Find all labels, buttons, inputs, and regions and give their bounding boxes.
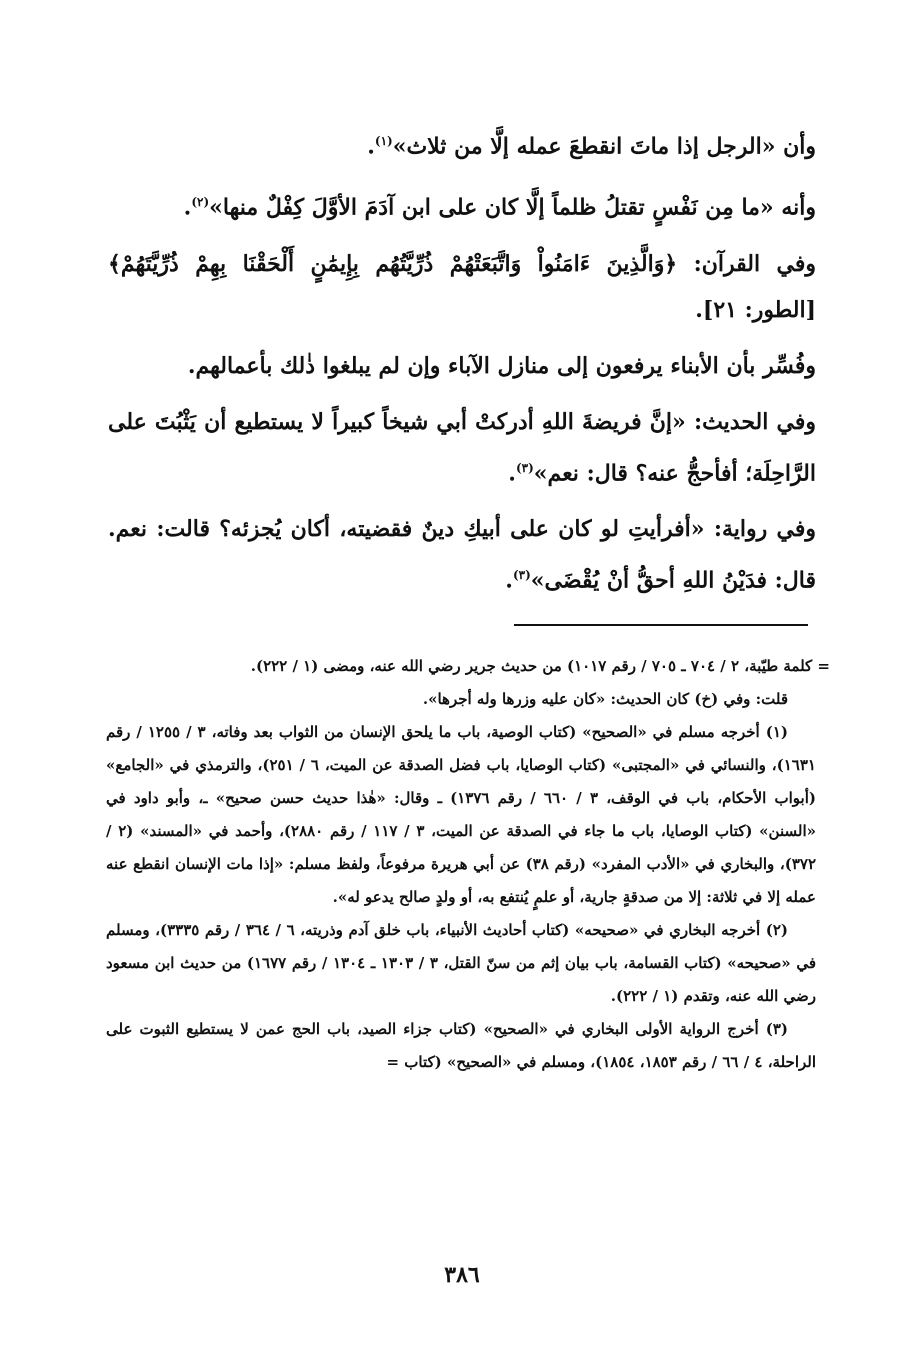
paragraph: وفُسِّر بأن الأبناء يرفعون إلى منازل الآباء وإن لم يبلغوا ذٰلك بأعمالهم. — [187, 352, 816, 379]
paragraph: وأن «الرجل إذا ماتَ انقطعَ عمله إلَّا من ثلاث»$^{(١)}$. — [367, 133, 816, 160]
footnote-1: (١) أخرجه مسلم في «الصحيح» (كتاب الوصية، باب ما يلحق الإنسان من الثواب بعد وفاته، ٣ / ١٢٥٥ / رقم ١٦٣١)، والنسائي في «المجتبى» (كتاب الوصايا، باب فضل الصدقة عن الميت، ٦ / ٢٥١)، والترمذي في «الجامع» (أبواب الأحكام، باب في الوقف، ٣ / ٦٦٠ / رقم ١٣٧٦) ـ وقال: «هٰذا حديث حسن صحيح» ـ، وأبو داود في «السنن» (كتاب الوصايا، باب ما جاء في الصدقة عن الميت، ٣ / ١١٧ / رقم ٢٨٨٠)، وأحمد في «المسند» (٢ / ٣٧٢)، والبخاري في «الأدب المفرد» (رقم ٣٨) عن أبي هريرة مرفوعاً، ولفظ مسلم: «إذا مات الإنسان انقطع عنه عمله إلا في ثلاثة: إلا من صدقةٍ جارية، أو علمٍ يُنتفع به، أو ولدٍ صالح يدعو له». — [106, 723, 816, 906]
footnotes — [106, 650, 830, 1079]
footnote-ref: (٢) — [191, 195, 210, 210]
footnote-remark: قلت: وفي (خ) كان الحديث: «كان عليه وزرها وله أجرها». — [422, 690, 788, 708]
footnote-ref: (٣) — [515, 460, 534, 475]
paragraph: وأنه «ما مِن نَفْسٍ تقتلُ ظلماً إلَّا كان على ابن آدَمَ الأوَّلَ كِفْلٌ منها»$^{(٢)}$. — [183, 194, 816, 221]
paragraph: وفي الحديث: «إنَّ فريضةَ اللهِ أدركتْ أبي شيخاً كبيراً لا يستطيع أن يَثْبُتَ على الرَّاحِلَة؛ أفأحجُّ عنه؟ قال: نعم»$^{(٣)}$. — [108, 408, 816, 486]
footnote-ref: (١) — [374, 134, 393, 148]
page-number: ٣٨٦ — [444, 1262, 480, 1288]
footnote-continuation: = كلمة طيّبة، ٢ / ٧٠٤ ـ ٧٠٥ / رقم ١٠١٧) من حديث جرير رضي الله عنه، ومضى (١ / ٢٢٢). — [250, 657, 830, 675]
footnote-3: (٣) أخرج الرواية الأولى البخاري في «الصحيح» (كتاب جزاء الصيد، باب الحج عمن لا يستطيع الثبوت على الراحلة، ٤ / ٦٦ / رقم ١٨٥٣، ١٨٥٤)، ومسلم في «الصحيح» (كتاب = — [106, 1020, 816, 1071]
paragraph: وفي رواية: «أفرأيتِ لو كان على أبيكِ دينٌ فقضيته، أكان يُجزئه؟ قالت: نعم. قال: فدَيْنُ اللهِ أحقُّ أنْ يُقْضَى»$^{(٣)}$. — [108, 515, 816, 594]
footnote-ref: (٣) — [512, 567, 531, 582]
main-text — [108, 118, 816, 603]
paragraph: وفي القرآن: ﴿وَالَّذِينَ ءَامَنُواْ وَاتَّبَعَتْهُمْ ذُرِّيَّتُهُم بِإِيمَٰنٍ أَلْحَقْنَا بِهِمْ ذُرِّيَّتَهُمْ﴾ [الطور: ٢١]. — [108, 250, 816, 323]
footnote-divider — [514, 624, 808, 626]
footnote-2: (٢) أخرجه البخاري في «صحيحه» (كتاب أحاديث الأنبياء، باب خلق آدم وذريته، ٦ / ٣٦٤ / رقم ٣٣٣٥)، ومسلم في «صحيحه» (كتاب القسامة، باب بيان إثم من سنّ القتل، ٣ / ١٣٠٣ ـ ١٣٠٤ / رقم ١٦٧٧) من حديث ابن مسعود رضي الله عنه، وتقدم (١ / ٢٢٢). — [106, 921, 816, 1005]
